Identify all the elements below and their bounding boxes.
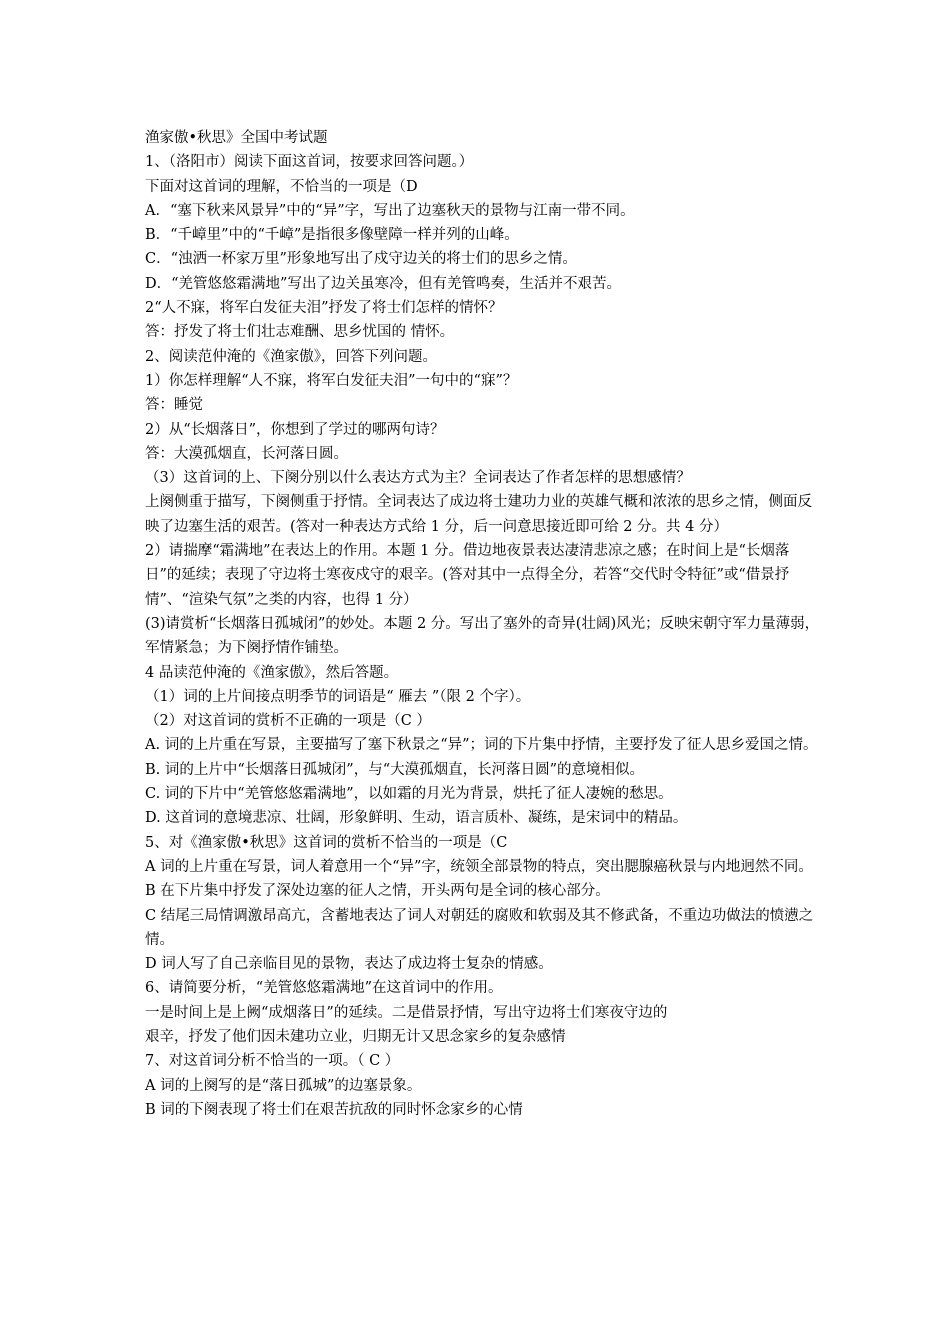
question-1-option-d: D．“羌管悠悠霜满地”写出了边关虽寒冷，但有羌管鸣奏，生活并不艰苦。 [145,275,621,292]
question-5-heading: 5、对《渔家傲•秋思》这首词的赏析不恰当的一项是（C [145,834,508,851]
question-paragraph: (3)请赏析“长烟落日孤城闭”的妙处。本题 2 分。写出了塞外的奇异(壮阔)风光；反映宋朝守军力量薄弱，军情紧急；为下阕抒情作铺垫。 [145,615,820,657]
question-4-option-c: C. 词的下片中“羌管悠悠霜满地”，以如霜的月光为背景，烘托了征人凄婉的愁思。 [145,786,673,803]
document-body [145,126,820,1122]
question-1-option-a: A．“塞下秋来风景异”中的“异”字，写出了边塞秋天的景物与江南一带不同。 [145,202,635,219]
question-1-option-c: C．“浊洒一杯家万里”形象地写出了戍守边关的将士们的思乡之情。 [145,251,577,268]
answer-line: 答：大漠孤烟直，长河落日圆。 [145,445,348,462]
question-4-sub-1: （1）词的上片间接点明季节的词语是“ 雁去 ”（限 2 个字）。 [145,688,531,705]
question-5-option-b: B 在下片集中抒发了深处边塞的征人之情，开头两句是全词的核心部分。 [145,883,610,900]
question-5-option-a: A 词的上片重在写景，词人着意用一个“异”字，统领全部景物的特点，突出腮腺癌秋景与内地迥然不同。 [145,858,813,875]
question-4-option-d: D. 这首词的意境悲凉、壮阔，形象鲜明、生动，语言质朴、凝练，是宋词中的精品。 [145,810,688,827]
question-7-option-a: A 词的上阕写的是“落日孤城”的边塞景象。 [145,1077,422,1094]
question-1-prompt: 下面对这首词的理解，不恰当的一项是（D [145,178,418,195]
answer-line: 答：睡觉 [145,397,203,414]
question-1-heading: 1、（洛阳市）阅读下面这首词，按要求回答问题。） [145,154,474,171]
answer-line: 艰辛，抒发了他们因未建功立业，归期无计又思念家乡的复杂感情 [145,1028,566,1045]
answer-paragraph: 上阕侧重于描写，下阕侧重于抒情。全词表达了成边将士建功力业的英雄气概和浓浓的思乡之情，侧面反映了边塞生活的艰苦。(答对一种表达方式给 1 分，后一问意思接近即可给 2 分。共 4 分） [145,494,812,535]
question-7-heading: 7、对这首词分析不恰当的一项。（ C ） [145,1053,400,1070]
question-4-option-b: B. 词的上片中“长烟落日孤城闭”，与“大漠孤烟直，长河落日圆”的意境相似。 [145,761,645,778]
answer-line: 一是时间上是上阙“成烟落日”的延续。二是借景抒情，写出守边将士们寒夜守边的 [145,1004,668,1021]
question-1-sub-2: 2“人不寐，将军白发征夫泪”抒发了将士们怎样的情怀？ [145,300,503,317]
answer-line: 答：抒发了将士们壮志难酬、思乡忧国的 情怀。 [145,324,455,341]
question-4-heading: 4 品读范仲淹的《渔家傲》，然后答题。 [145,664,399,681]
question-7-option-b: B 词的下阕表现了将士们在艰苦抗敌的同时怀念家乡的心情 [145,1101,523,1118]
question-4-sub-2: （2）对这首词的赏析不正确的一项是（C ） [145,713,431,730]
question-1-option-b: B．“千嶂里”中的“千嶂”是指很多像壁障一样并列的山峰。 [145,227,519,244]
question-2-heading: 2、阅读范仲淹的《渔家傲》，回答下列问题。 [145,348,437,365]
question-2-sub-3: （3）这首词的上、下阕分别以什么表达方式为主？全词表达了作者怎样的思想感情？ [145,470,691,487]
question-2-sub-1: 1）你怎样理解“人不寐，将军白发征夫泪”一句中的“寐”？ [145,372,518,389]
question-4-option-a: A. 词的上片重在写景，主要描写了塞下秋景之“异”；词的下片集中抒情，主要抒发了征人思乡爱国之情。 [145,737,818,754]
question-5-option-c: C 结尾三局情调激昂高亢，含蓄地表达了词人对朝廷的腐败和软弱及其不修武备，不重边功做法的愤懑之情。 [145,907,814,948]
question-paragraph: 2）请揣摩“霜满地”在表达上的作用。本题 1 分。借边地夜景表达凄清悲凉之感；在时间上是“长烟落日”的延续；表现了守边将士寒夜戍守的艰辛。(答对其中一点得全分，若答“交代时令特征”或“借景抒情”、“渲染气氛”之类的内容，也得 1 分） [145,543,790,608]
doc-title: 渔家傲•秋思》全国中考试题 [145,130,328,146]
question-6-heading: 6、请简要分析，“羌管悠悠霜满地”在这首词中的作用。 [145,980,503,997]
question-5-option-d: D 词人写了自己亲临目见的景物，表达了成边将士复杂的情感。 [145,956,553,973]
question-2-sub-2: 2）从“长烟落日”，你想到了学过的哪两句诗？ [145,421,445,438]
